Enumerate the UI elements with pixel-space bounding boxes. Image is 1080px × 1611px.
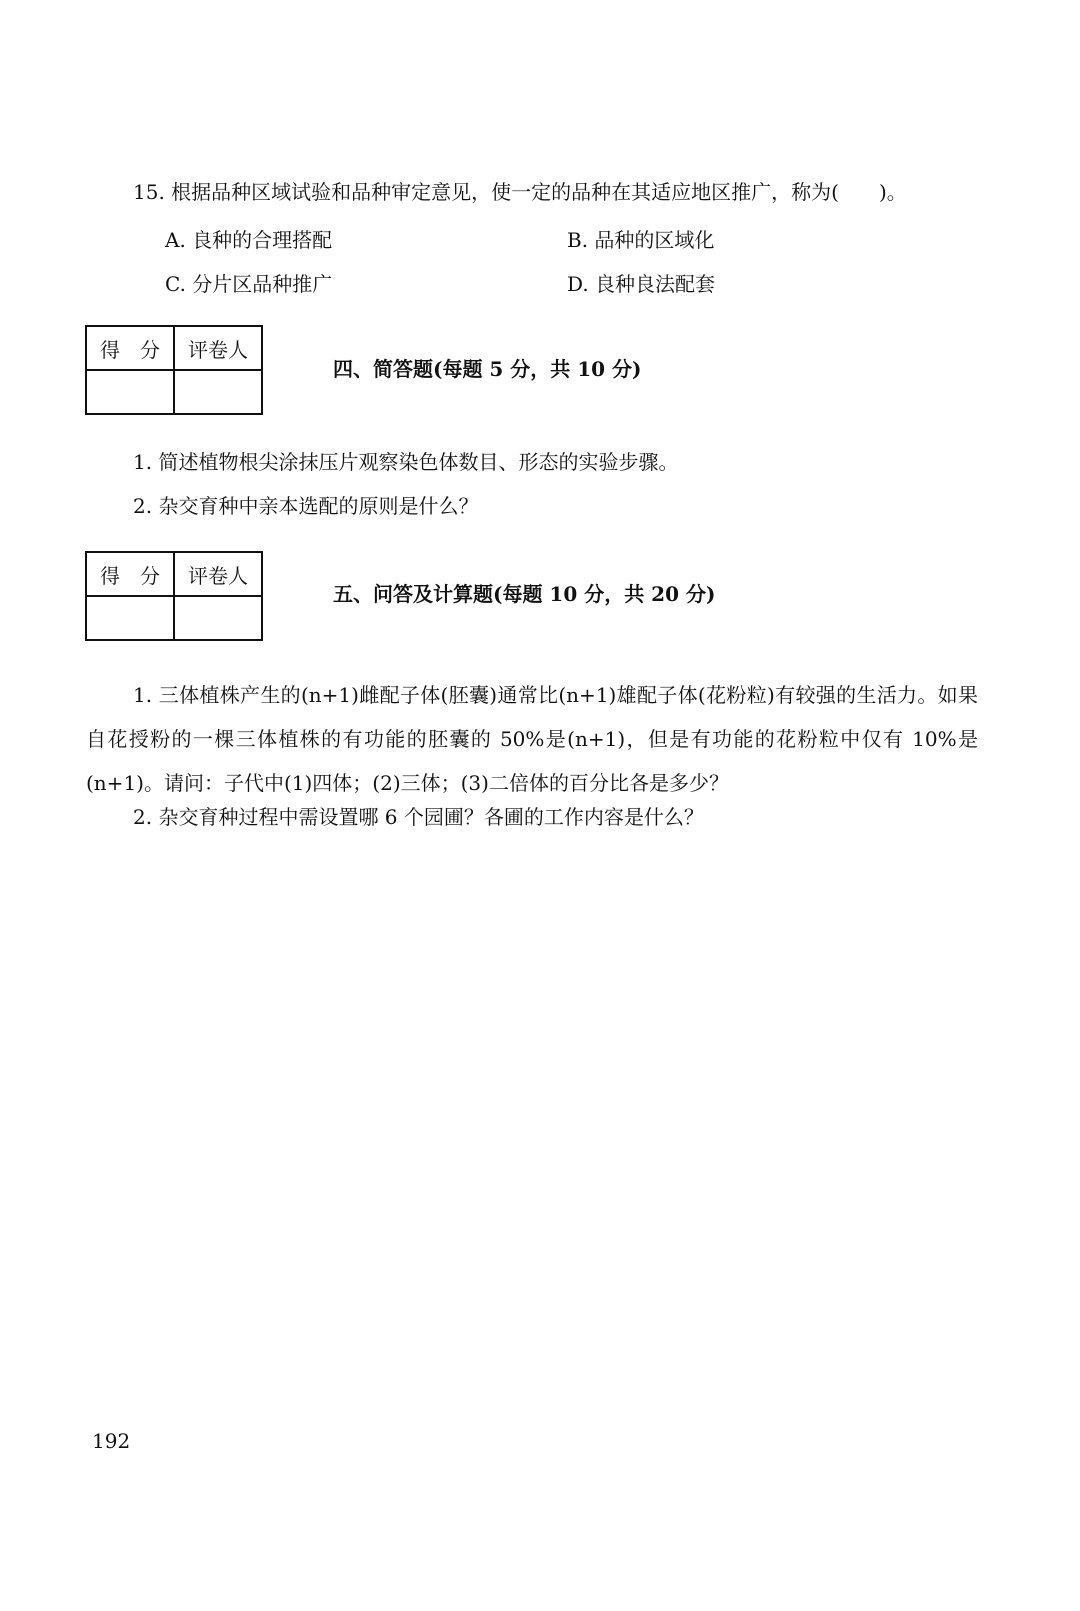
page-number: 192 <box>92 1429 131 1453</box>
score-label: 得 分 <box>86 552 174 596</box>
score-cell <box>86 596 174 640</box>
reviewer-label: 评卷人 <box>174 326 262 370</box>
question-15-option-b: B. 品种的区域化 <box>567 228 715 252</box>
question-15-option-a: A. 良种的合理搭配 <box>165 228 333 252</box>
section-4-question-2: 2. 杂交育种中亲本选配的原则是什么？ <box>133 494 479 518</box>
section-5-question-1: 1. 三体植株产生的(n+1)雌配子体(胚囊)通常比(n+1)雄配子体(花粉粒)有较强的生活力。如果自花授粉的一棵三体植株的有功能的胚囊的 50%是(n+1)，但是有功能的花粉粒中仅有 10%是(n+1)。请问：子代中(1)四体；(2)三体；(3)二倍体的百分比各是多少？ <box>86 683 978 795</box>
question-15-stem: 15. 根据品种区域试验和品种审定意见，使一定的品种在其适应地区推广，称为( )。 <box>133 180 907 204</box>
score-box-section-5 <box>85 551 263 641</box>
score-cell <box>86 370 174 414</box>
score-label: 得 分 <box>86 326 174 370</box>
question-15-option-c: C. 分片区品种推广 <box>165 272 333 296</box>
reviewer-cell <box>174 370 262 414</box>
reviewer-label: 评卷人 <box>174 552 262 596</box>
section-4-question-1: 1. 简述植物根尖涂抹压片观察染色体数目、形态的实验步骤。 <box>133 450 679 474</box>
section-5-title: 五、问答及计算题(每题 10 分，共 20 分) <box>333 582 716 606</box>
question-15-option-d: D. 良种良法配套 <box>567 272 716 296</box>
section-5-question-2: 2. 杂交育种过程中需设置哪 6 个园圃？各圃的工作内容是什么？ <box>133 805 704 829</box>
section-4-title: 四、简答题(每题 5 分，共 10 分) <box>333 357 642 381</box>
reviewer-cell <box>174 596 262 640</box>
score-box-section-4 <box>85 325 263 415</box>
